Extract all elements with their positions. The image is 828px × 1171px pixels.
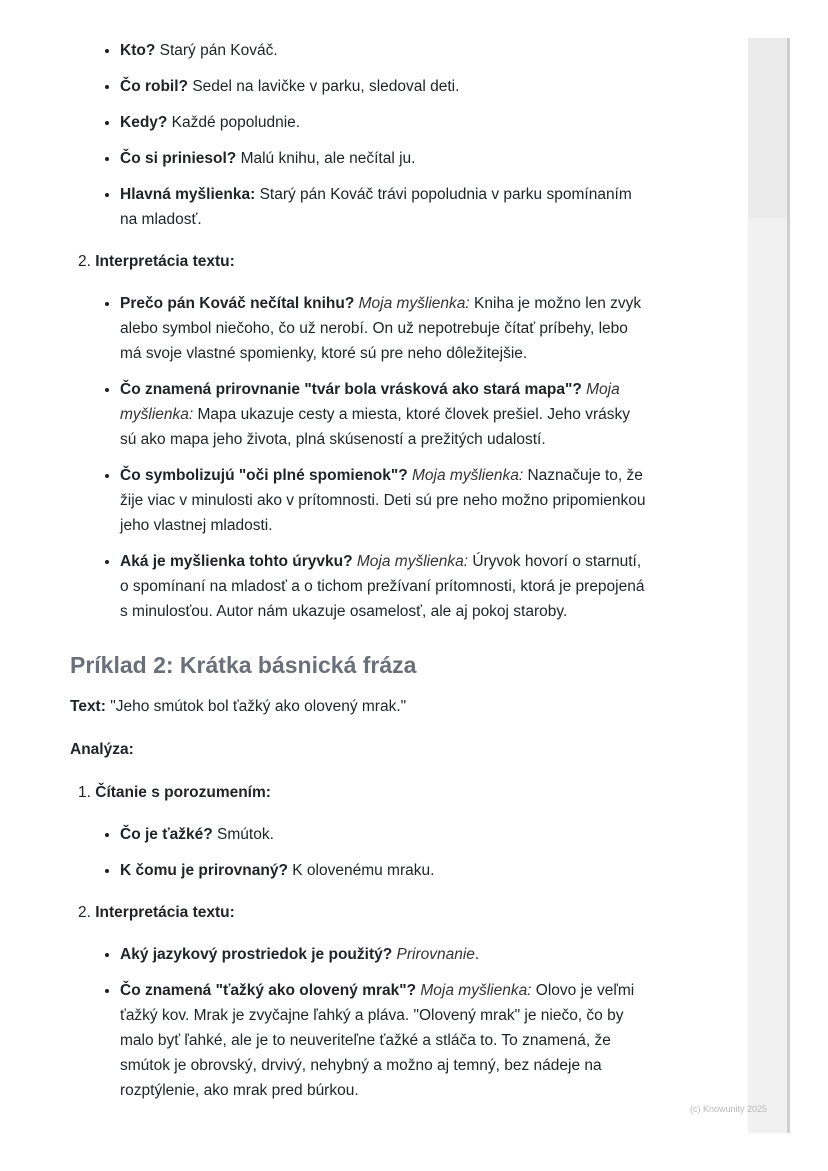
document-content [70, 38, 650, 1114]
item-text: Sedel na lavičke v parku, sledoval deti. [188, 78, 460, 95]
reading-list [70, 822, 650, 883]
question: Aká je myšlienka tohto úryvku? [120, 553, 353, 570]
question: Prečo pán Kováč nečítal knihu? [120, 295, 355, 312]
text-value: "Jeho smútok bol ťažký ako olovený mrak." [105, 698, 407, 715]
answer: Úryvok hovorí o starnutí, o spomínaní na mladosť a o tichom prežívaní prítomnosti, ktorá je prepojená s minulosťou. Autor nám ukazuje osamelosť, ale aj pokoj staroby. [120, 553, 645, 620]
answer: Mapa ukazuje cesty a miesta, ktoré človek prešiel. Jeho vrásky sú ako mapa jeho života, plná skúseností a prežitých udalostí. [120, 406, 630, 448]
list-number: 2. [78, 904, 91, 921]
answer: Kniha je možno len zvyk alebo symbol niečoho, čo už nerobí. On už nepotrebuje čítať príbehy, lebo má svoje vlastné spomienky, ktoré sú pre neho dôležitejšie. [120, 295, 642, 362]
list-number: 2. [78, 253, 91, 270]
section-title: Príklad 2: Krátka básnická fráza [70, 652, 417, 678]
section-heading: Interpretácia textu: [95, 904, 235, 921]
item-label: K čomu je prirovnaný? [120, 862, 288, 879]
item-label: Čo je ťažké? [120, 826, 213, 843]
list-item [120, 74, 650, 99]
interpretation-block-2 [78, 900, 650, 925]
list-item [120, 38, 650, 63]
question: Čo znamená prirovnanie "tvár bola vrásková ako stará mapa"? [120, 381, 582, 398]
analysis-heading [70, 737, 650, 762]
interpretation-list-2 [70, 942, 650, 1103]
list-item [120, 377, 650, 452]
item-text: K olovenému mraku. [287, 862, 435, 879]
list-item [120, 146, 650, 171]
item-text: Smútok. [212, 826, 274, 843]
list-item [120, 291, 650, 366]
list-item [120, 463, 650, 538]
thought-label: Moja myšlienka: [120, 381, 620, 423]
item-text: Starý pán Kováč. [155, 42, 278, 59]
list-item [120, 549, 650, 624]
list-item [120, 858, 650, 883]
example-text [70, 694, 650, 719]
list-item [120, 978, 650, 1103]
list-number: 1. [78, 784, 91, 801]
right-sidebar [748, 38, 790, 1133]
section-heading: Interpretácia textu: [95, 253, 235, 270]
item-label: Kedy? [120, 114, 168, 131]
item-label: Hlavná myšlienka: [120, 186, 256, 203]
text-label: Text: [70, 698, 106, 715]
answer-tail: . [474, 946, 480, 963]
section-heading: Čítanie s porozumením: [95, 784, 271, 801]
answer-italic: Prirovnanie [396, 946, 475, 963]
thought-label: Moja myšlienka: [420, 982, 532, 999]
thought-label: Moja myšlienka: [358, 295, 470, 312]
item-label: Čo si priniesol? [120, 150, 237, 167]
list-item [120, 110, 650, 135]
question: Aký jazykový prostriedok je použitý? [120, 946, 393, 963]
summary-list [70, 38, 650, 232]
item-text: Starý pán Kováč trávi popoludnia v parku spomínaním na mladosť. [120, 186, 632, 228]
thought-label: Moja myšlienka: [356, 553, 469, 570]
interpretation-block-1 [78, 249, 650, 274]
reading-heading [78, 780, 650, 805]
answer: Naznačuje to, že žije viac v minulosti ako v prítomnosti. Deti sú pre neho možno pripomienkou jeho vlastnej mladosti. [120, 467, 646, 534]
answer: Olovo je veľmi ťažký kov. Mrak je zvyčajne ľahký a pláva. "Olovený mrak" je niečo, čo by malo byť ľahké, ale je to neuveriteľne ťažké a stláča to. To znamená, že smútok je obrovský, drvivý, nehybný a možno aj temný, bez nádeje na rozptýlenie, ako mrak pred búrkou. [120, 982, 635, 1099]
sidebar-panel [748, 38, 787, 218]
list-item [120, 182, 650, 232]
thought-label: Moja myšlienka: [412, 467, 524, 484]
question: Čo symbolizujú "oči plné spomienok"? [120, 467, 408, 484]
item-label: Kto? [120, 42, 156, 59]
watermark: (c) Knowunity 2025 [690, 1104, 768, 1114]
list-item [120, 942, 650, 967]
item-text: Každé popoludnie. [167, 114, 301, 131]
analysis-label: Analýza: [70, 741, 134, 758]
list-item [120, 822, 650, 847]
item-label: Čo robil? [120, 78, 189, 95]
item-text: Malú knihu, ale nečítal ju. [236, 150, 416, 167]
interpretation-list [70, 291, 650, 624]
question: Čo znamená "ťažký ako olovený mrak"? [120, 982, 417, 999]
